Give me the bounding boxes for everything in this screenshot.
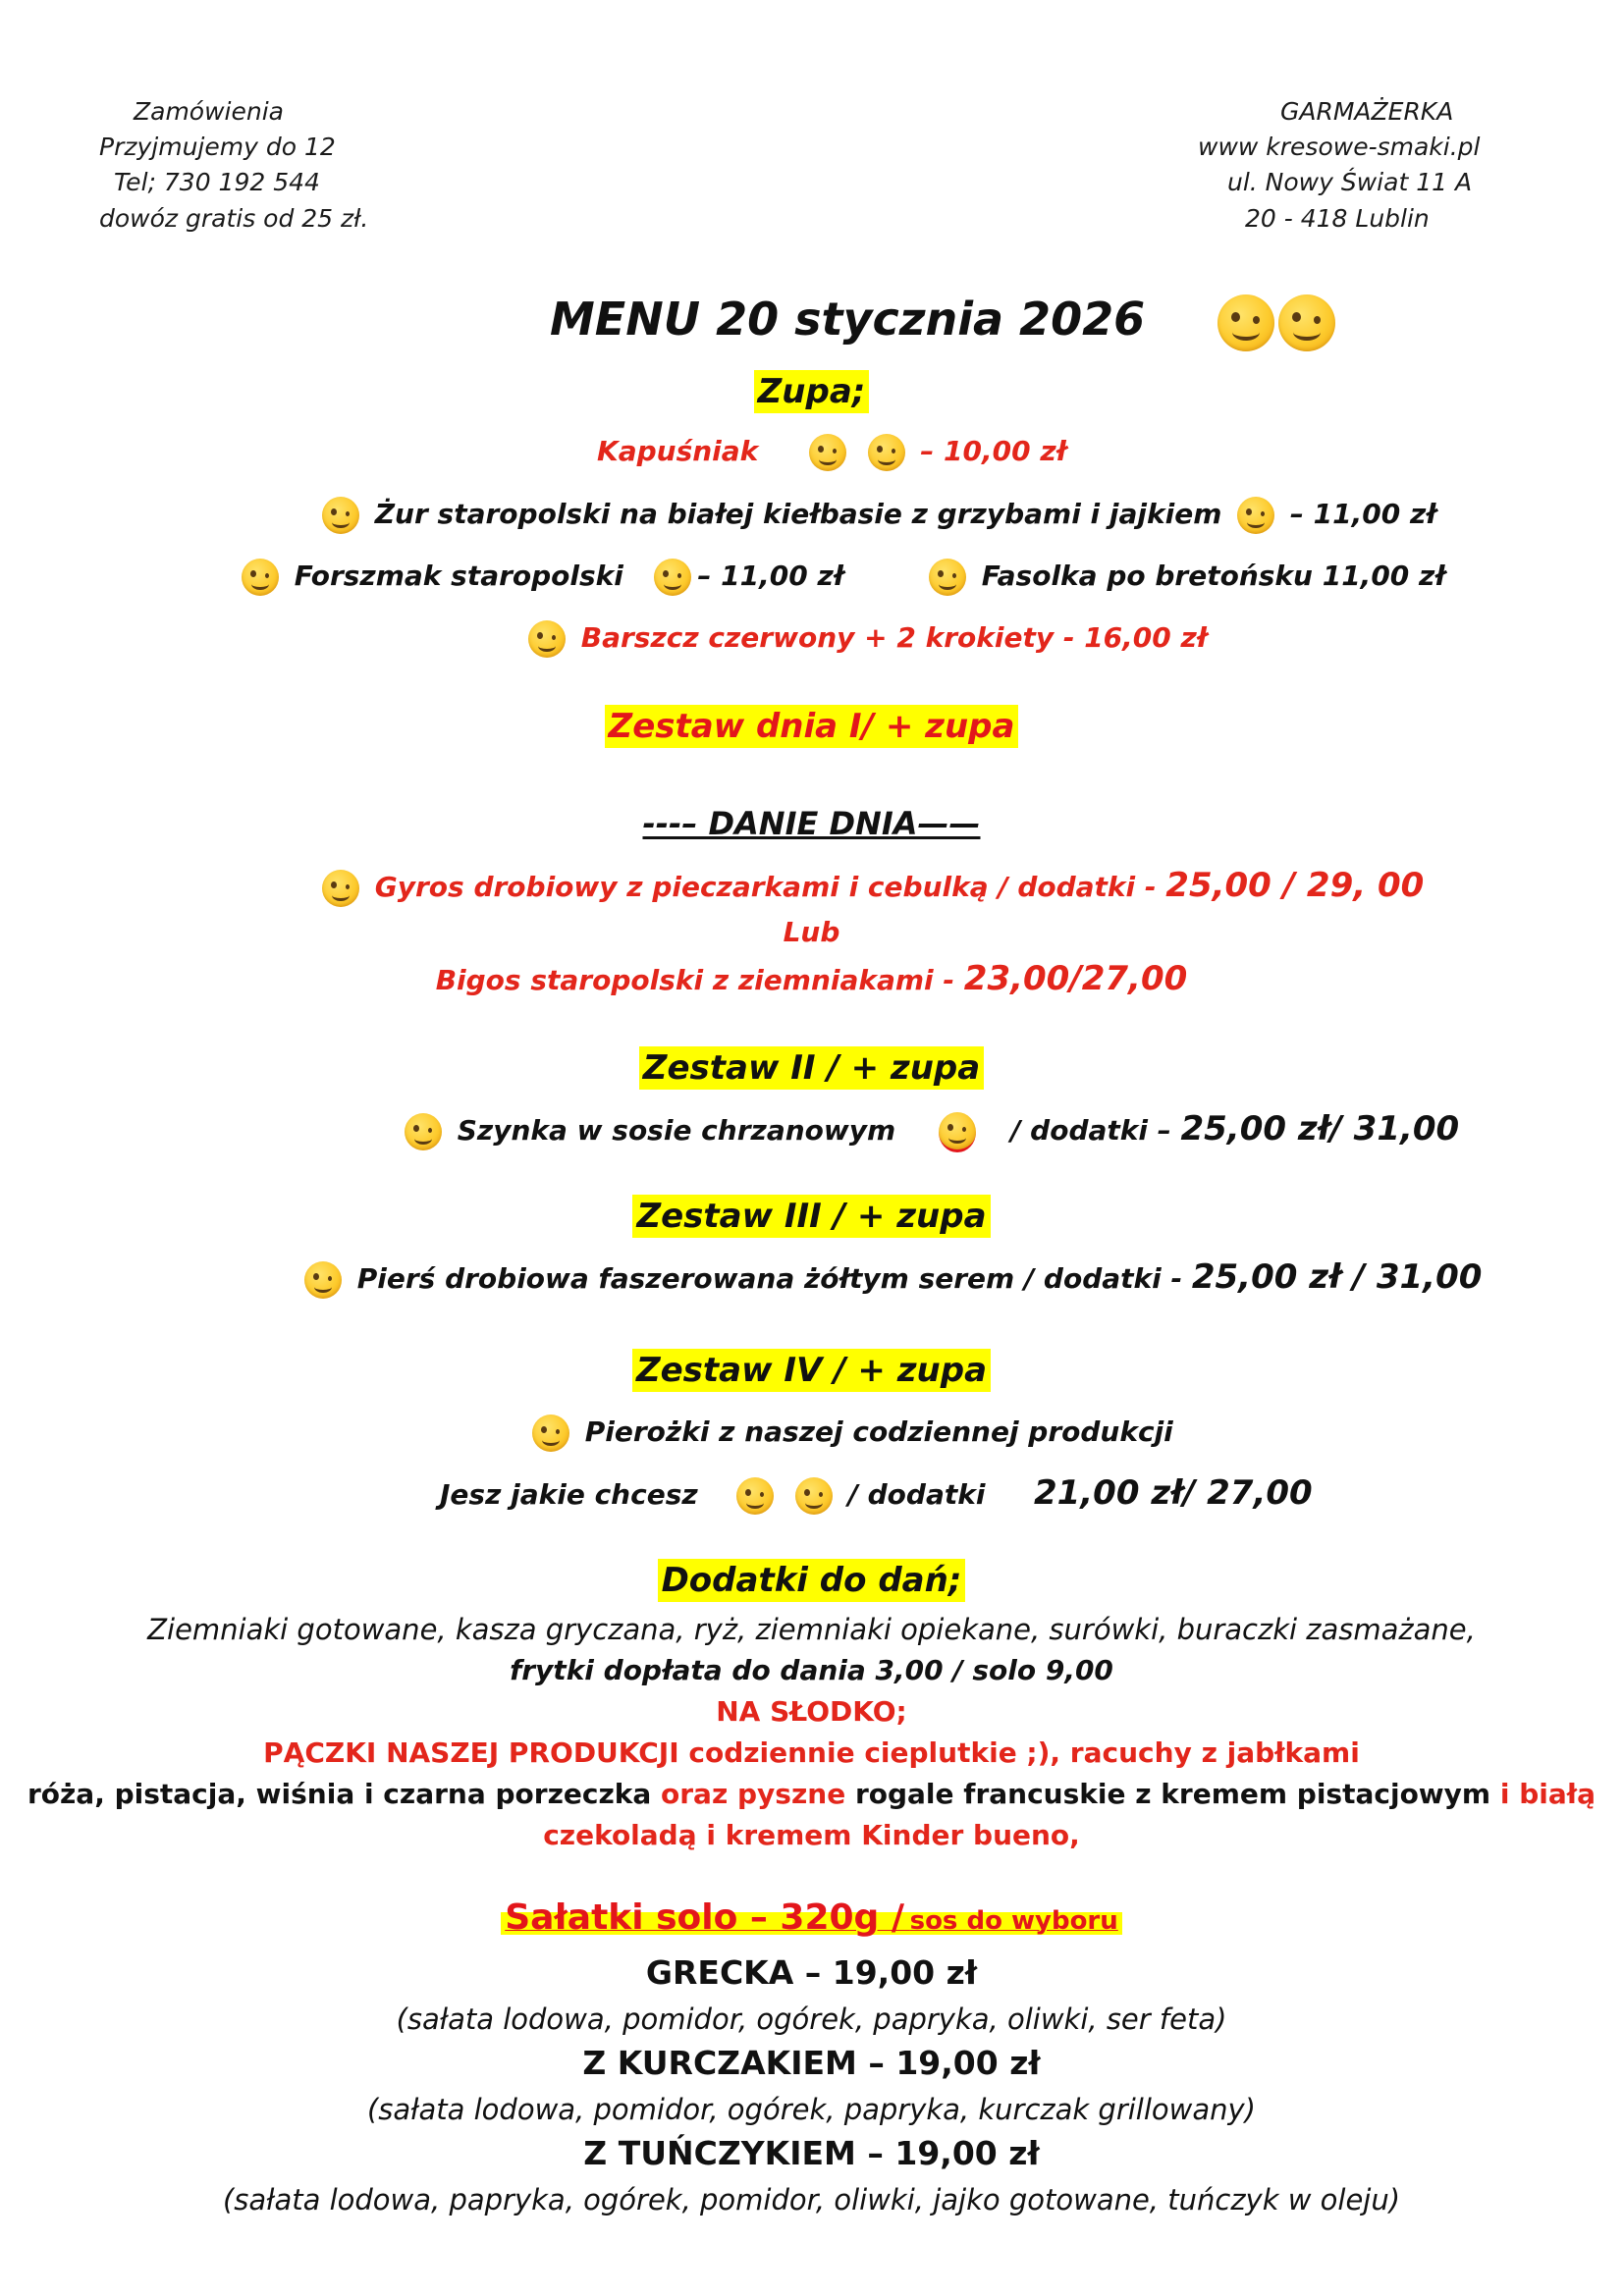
extras-heading: Dodatki do dań; xyxy=(658,1559,966,1602)
danie-dnia-heading: ---– DANIE DNIA—— xyxy=(642,805,981,842)
danie-dnia-row xyxy=(0,799,1623,848)
soup-heading: Zupa; xyxy=(754,370,870,413)
salad-tuna-desc: (sałata lodowa, papryka, ogórek, pomidor, oliwki, jajko gotowane, tuńczyk w oleju) xyxy=(222,2183,1401,2216)
winking-face-icon xyxy=(654,559,691,596)
set4-line2-row xyxy=(440,1468,1313,1520)
set2-heading-row xyxy=(0,1042,1623,1094)
set4-line2-b: / dodatki xyxy=(847,1478,986,1511)
sweet-line2-a: róża, pistacja, wiśnia i czarna porzeczka xyxy=(27,1778,652,1810)
orders-phone: Tel; 730 192 544 xyxy=(114,168,320,196)
winking-face-icon xyxy=(532,1415,569,1452)
winking-face-icon xyxy=(1237,497,1274,534)
sweet-line2-d: i białą xyxy=(1499,1778,1596,1810)
extras-line2: frytki dopłata do dania 3,00 / solo 9,00 xyxy=(510,1654,1113,1686)
sweet-heading: NA SŁODKO; xyxy=(716,1695,907,1728)
salad-chicken-name: Z KURCZAKIEM – 19,00 zł xyxy=(582,2044,1041,2082)
soup-heading-row xyxy=(0,367,1623,416)
set4-price: 21,00 zł/ 27,00 xyxy=(1033,1473,1313,1513)
winking-face-icon xyxy=(809,434,846,471)
set4-heading-row xyxy=(0,1345,1623,1396)
kapusniak-price: – 10,00 zł xyxy=(920,435,1067,467)
winking-face-icon xyxy=(929,559,966,596)
menu-title: MENU 20 stycznia 2026 xyxy=(550,293,1146,346)
extras-line1: Ziemniaki gotowane, kasza gryczana, ryż, ziemniaki opiekane, surówki, buraczki zasmażane, xyxy=(147,1613,1476,1646)
orders-until: Przyjmujemy do 12 xyxy=(99,133,336,161)
fasolka-row xyxy=(923,555,1445,598)
gyros-label: Gyros drobiowy z pieczarkami i cebulką / dodatki - xyxy=(374,871,1157,903)
winking-face-icon xyxy=(939,1112,976,1152)
salads-sauce: sos do wyboru xyxy=(909,1906,1118,1936)
salads-heading-row xyxy=(0,1891,1623,1951)
set3-item-row xyxy=(298,1253,1482,1304)
gyros-price: 25,00 / 29, 00 xyxy=(1165,866,1425,905)
postal-city: 20 - 418 Lublin xyxy=(1245,204,1430,233)
winking-face-icon xyxy=(1278,294,1335,351)
set4-line2-a: Jesz jakie chcesz xyxy=(440,1478,698,1511)
winking-face-icon xyxy=(1217,294,1274,351)
forszmak-row xyxy=(236,555,843,598)
zur-label: Żur staropolski na białej kiełbasie z grzybami i jajkiem xyxy=(374,498,1222,530)
menu-title-row xyxy=(550,287,1337,351)
zur-price: – 11,00 zł xyxy=(1289,498,1436,530)
set3-heading-row xyxy=(0,1191,1623,1242)
winking-face-icon xyxy=(736,1477,774,1515)
sweet-line2-c: rogale francuskie z kremem pistacjowym xyxy=(854,1778,1491,1810)
winking-face-icon xyxy=(528,620,566,658)
set1-heading: Zestaw dnia I/ + zupa xyxy=(605,705,1019,748)
set2-item-row xyxy=(399,1104,1459,1155)
fasolka-label: Fasolka po bretońsku 11,00 zł xyxy=(981,560,1445,592)
bigos-label: Bigos staropolski z ziemniakami - xyxy=(435,964,955,996)
set1-heading-row xyxy=(0,701,1623,752)
lub-label: Lub xyxy=(783,916,840,948)
set3-price: 25,00 zł / 31,00 xyxy=(1191,1257,1483,1297)
bigos-row xyxy=(0,954,1623,1005)
winking-face-icon xyxy=(304,1261,342,1299)
set4-item: Pierożki z naszej codziennej produkcji xyxy=(584,1415,1173,1448)
zur-row xyxy=(316,493,1436,536)
salad-greek-desc: (sałata lodowa, pomidor, ogórek, papryka, oliwki, ser feta) xyxy=(396,2002,1227,2036)
set2-sep: / dodatki – xyxy=(1010,1114,1171,1147)
set2-item: Szynka w sosie chrzanowym xyxy=(457,1114,896,1147)
barszcz-row xyxy=(522,616,1207,660)
set2-heading: Zestaw II / + zupa xyxy=(639,1046,984,1090)
winking-face-icon xyxy=(868,434,905,471)
extras-heading-row xyxy=(0,1555,1623,1606)
sweet-line2-b: oraz pyszne xyxy=(661,1778,846,1810)
salads-heading: Sałatki solo – 320g / xyxy=(505,1897,905,1938)
street-address: ul. Nowy Świat 11 A xyxy=(1227,168,1473,196)
gyros-row xyxy=(316,861,1424,912)
winking-face-icon xyxy=(405,1113,442,1150)
winking-face-icon xyxy=(322,497,359,534)
forszmak-price: – 11,00 zł xyxy=(697,560,844,592)
company-name: GARMAŻERKA xyxy=(1280,97,1454,126)
set3-item: Pierś drobiowa faszerowana żółtym serem / dodatki - xyxy=(356,1262,1183,1295)
bigos-price: 23,00/27,00 xyxy=(963,959,1188,998)
winking-face-icon xyxy=(242,559,279,596)
kapusniak-row xyxy=(597,430,1066,473)
orders-label: Zamówienia xyxy=(134,97,284,126)
salad-greek-name: GRECKA – 19,00 zł xyxy=(645,1953,978,1992)
set2-price: 25,00 zł/ 31,00 xyxy=(1180,1109,1460,1148)
sweet-line2 xyxy=(0,1775,1623,1814)
barszcz-label: Barszcz czerwony + 2 krokiety - 16,00 zł xyxy=(580,621,1208,654)
set3-heading: Zestaw III / + zupa xyxy=(632,1195,990,1238)
winking-face-icon xyxy=(322,870,359,907)
salad-tuna-name: Z TUŃCZYKIEM – 19,00 zł xyxy=(583,2134,1040,2172)
website: www kresowe-smaki.pl xyxy=(1198,133,1481,161)
forszmak-label: Forszmak staropolski xyxy=(294,560,623,592)
winking-face-icon xyxy=(795,1477,833,1515)
sweet-line1: PĄCZKI NASZEJ PRODUKCJI codziennie cieplutkie ;), racuchy z jabłkami xyxy=(263,1736,1360,1769)
set4-heading: Zestaw IV / + zupa xyxy=(632,1349,991,1392)
lub-row xyxy=(0,913,1623,952)
sweet-line3: czekoladą i kremem Kinder bueno, xyxy=(543,1819,1080,1851)
delivery-info: dowóz gratis od 25 zł. xyxy=(99,204,369,233)
set4-item-row xyxy=(526,1410,1173,1455)
salad-chicken-desc: (sałata lodowa, pomidor, ogórek, papryka, kurczak grillowany) xyxy=(366,2093,1257,2126)
kapusniak-label: Kapuśniak xyxy=(597,435,759,467)
